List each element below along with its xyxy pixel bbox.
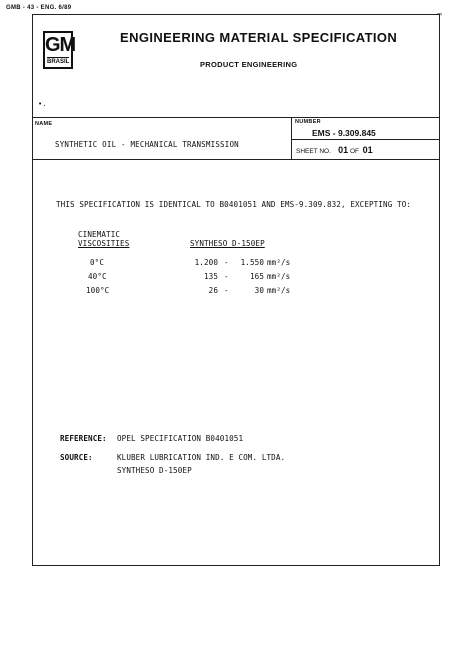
number-sheet-divider — [291, 139, 440, 140]
max-row-1: 1.550 — [240, 258, 264, 267]
page-title: ENGINEERING MATERIAL SPECIFICATION — [120, 30, 398, 45]
min-row-1: 1.200 — [194, 258, 218, 267]
form-code: GMB - 43 - ENG. 6/89 — [6, 5, 72, 11]
small-mark: •. — [38, 100, 47, 108]
source-line2: SYNTHESO D-150EP — [117, 466, 192, 475]
unit-row-2: mm²/s — [267, 272, 291, 281]
name-block-bottom — [32, 159, 440, 160]
max-row-3: 30 — [254, 286, 264, 295]
part-name: SYNTHETIC OIL - MECHANICAL TRANSMISSION — [55, 140, 239, 149]
number-label: NUMBER — [295, 119, 321, 125]
intro-statement: THIS SPECIFICATION IS IDENTICAL TO B0401051 AND EMS-9.309.832, EXCEPTING TO: — [56, 200, 412, 209]
unit-row-1: mm²/s — [267, 258, 291, 267]
temp-row-2: 40°C — [88, 272, 107, 281]
temp-row-1: 0°C — [90, 258, 105, 267]
reference-value: OPEL SPECIFICATION B0401051 — [117, 434, 244, 443]
logo-sub: BRASIL — [47, 59, 70, 65]
sheet-info — [296, 145, 373, 155]
logo-mark: GM — [45, 34, 76, 56]
dash-row-3: - — [224, 286, 229, 295]
page-subtitle: PRODUCT ENGINEERING — [200, 60, 298, 69]
dash-row-1: - — [224, 258, 229, 267]
unit-row-3: mm²/s — [267, 286, 291, 295]
gm-brasil-logo — [43, 31, 76, 69]
viscosity-header-line1: CINEMATIC — [78, 230, 121, 239]
name-label: NAME — [35, 121, 53, 127]
product-header: SYNTHESO D-150EP — [190, 239, 265, 248]
max-row-2: 165 — [249, 272, 264, 281]
min-row-2: 135 — [203, 272, 218, 281]
source-label: SOURCE: — [60, 453, 93, 462]
min-row-3: 26 — [208, 286, 218, 295]
of-label: OF — [349, 148, 360, 155]
source-line1: KLUBER LUBRICATION IND. E COM. LTDA. — [117, 453, 286, 462]
sheet-total: 01 — [362, 145, 373, 155]
viscosity-header-line2: VISCOSITIES — [78, 239, 130, 248]
header-divider — [32, 117, 440, 118]
temp-row-3: 100°C — [86, 286, 110, 295]
sheet-number: 01 — [338, 145, 349, 155]
corner-mark: ¬ — [437, 10, 442, 19]
sheet-label: SHEET NO. — [296, 148, 331, 155]
reference-label: REFERENCE: — [60, 434, 107, 443]
spec-number: EMS - 9.309.845 — [312, 128, 376, 138]
number-column-divider — [291, 117, 292, 159]
dash-row-2: - — [224, 272, 229, 281]
